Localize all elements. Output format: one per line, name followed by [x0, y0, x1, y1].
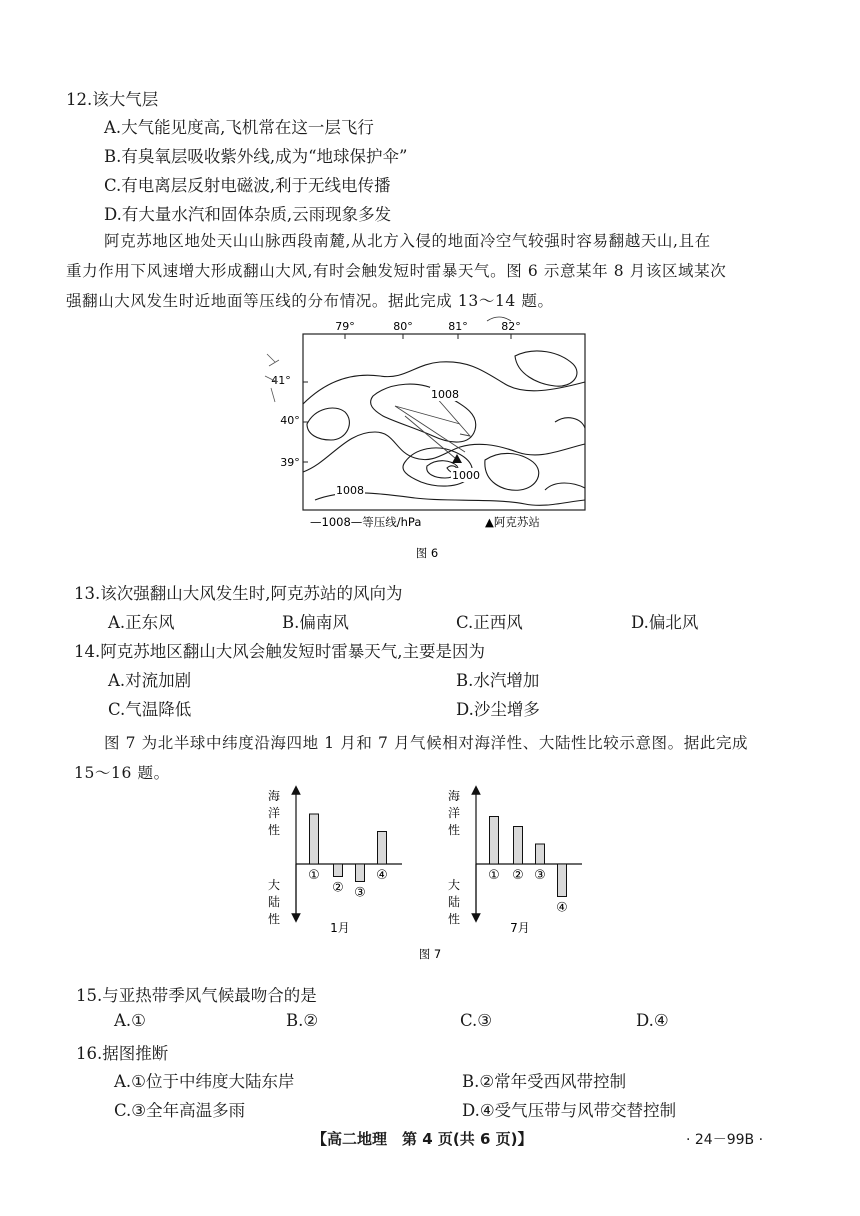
q16-stem: 16.据图推断 [76, 1044, 169, 1063]
figure-6-caption: 图 6 [415, 546, 439, 560]
isobar-label-1000: 1000 [452, 469, 480, 482]
q13-option-b: B.偏南风 [282, 613, 349, 632]
q13-option-a: A.正东风 [108, 613, 175, 632]
jan-axis-bottom-1: 大 [267, 878, 281, 892]
passage2-line2: 15～16 题。 [74, 764, 170, 782]
q12-stem: 12.该大气层 [66, 90, 159, 109]
passage1-line2: 重力作用下风速增大形成翻山大风,有时会触发短时雷暴天气。图 6 示意某年 8 月该区域某次 [66, 262, 727, 280]
q16-option-c: C.③全年高温多雨 [114, 1101, 246, 1120]
jan-axis-bottom-2: 陆 [267, 895, 281, 909]
jul-month-label: 7月 [510, 921, 530, 935]
jul-axis-bottom-3: 性 [447, 912, 461, 926]
jul-bars [488, 817, 568, 916]
q13-stem: 13.该次强翻山大风发生时,阿克苏站的风向为 [74, 584, 403, 603]
jul-bar-3 [536, 844, 545, 864]
jan-bar-3 [356, 864, 365, 882]
figure-7-caption: 图 7 [418, 947, 442, 961]
passage-13-14 [66, 226, 786, 316]
passage-15-16 [74, 728, 786, 788]
jul-site-label-4: ④ [556, 900, 568, 916]
passage1-line3: 强翻山大风发生时近地面等压线的分布情况。据此完成 13～14 题。 [66, 292, 554, 310]
isobar-label-1008-south: 1008 [336, 484, 364, 497]
jan-site-label-2: ② [332, 880, 344, 896]
q14-option-c: C.气温降低 [108, 700, 192, 719]
jul-axis-bottom-1: 大 [447, 878, 461, 892]
jul-bar-4 [558, 864, 567, 897]
q14-option-a: A.对流加剧 [108, 671, 192, 690]
q16-option-b: B.②常年受西风带控制 [462, 1072, 627, 1091]
figure-7-climate-comparison [262, 784, 602, 966]
lon-label-80: 80° [393, 320, 413, 333]
lon-label-82: 82° [501, 320, 521, 333]
legend-isobar: —1008—等压线/hPa [310, 515, 422, 529]
jan-bar-4 [378, 832, 387, 865]
figure-6-isobar-map [255, 312, 605, 572]
legend-aksu-station: ▲阿克苏站 [485, 515, 540, 529]
jan-axis-top-3: 性 [267, 823, 281, 837]
jan-bar-1 [310, 814, 319, 864]
jan-month-label: 1月 [330, 921, 350, 935]
q12-option-d: D.有大量水汽和固体杂质,云雨现象多发 [104, 205, 392, 224]
jan-site-label-1: ① [308, 868, 320, 883]
passage1-line1: 阿克苏地区地处天山山脉西段南麓,从北方入侵的地面冷空气较强时容易翻越天山,且在 [104, 232, 711, 250]
jul-axis-top-2: 洋 [447, 806, 461, 820]
q12-option-a: A.大气能见度高,飞机常在这一层飞行 [104, 118, 374, 137]
jul-axis-top-1: 海 [447, 789, 461, 803]
q13-option-d: D.偏北风 [631, 613, 699, 632]
isobar-label-1008-north: 1008 [431, 388, 459, 401]
chart-july [448, 789, 582, 935]
jul-axis-top-3: 性 [447, 823, 461, 837]
jan-site-label-3: ③ [354, 885, 366, 901]
jul-axis-bottom-2: 陆 [447, 895, 461, 909]
q13-option-c: C.正西风 [456, 613, 523, 632]
jan-axis-top-2: 洋 [267, 806, 281, 820]
jul-site-label-1: ① [488, 868, 500, 883]
q12-option-c: C.有电离层反射电磁波,利于无线电传播 [104, 176, 391, 195]
jan-bar-2 [334, 864, 343, 877]
q14-option-d: D.沙尘增多 [456, 700, 540, 719]
jul-site-label-3: ③ [534, 868, 546, 883]
jul-site-label-2: ② [512, 868, 524, 883]
lat-label-39: 39° [280, 456, 300, 469]
q15-option-b: B.② [286, 1011, 319, 1030]
lon-label-79: 79° [335, 320, 355, 333]
page-footer-code: · 24－99B · [686, 1132, 764, 1148]
q15-option-d: D.④ [636, 1011, 669, 1030]
q16-option-d: D.④受气压带与风带交替控制 [462, 1101, 677, 1120]
q14-option-b: B.水汽增加 [456, 671, 540, 690]
lat-label-40: 40° [280, 414, 300, 427]
jul-bar-1 [490, 817, 499, 865]
jan-axis-bottom-3: 性 [267, 912, 281, 926]
passage2-line1: 图 7 为北半球中纬度沿海四地 1 月和 7 月气候相对海洋性、大陆性比较示意图。据此完成 [104, 734, 749, 752]
jul-bar-2 [514, 827, 523, 865]
q15-option-a: A.① [114, 1011, 146, 1030]
q15-option-c: C.③ [460, 1011, 493, 1030]
chart-january [268, 789, 402, 935]
q16-option-a: A.①位于中纬度大陆东岸 [114, 1072, 295, 1091]
q12-option-b: B.有臭氧层吸收紫外线,成为“地球保护伞” [104, 147, 408, 166]
page-footer-title: 【高二地理 第 4 页(共 6 页)】 [312, 1130, 533, 1148]
jan-bars [308, 814, 388, 901]
q15-stem: 15.与亚热带季风气候最吻合的是 [76, 986, 317, 1005]
lat-label-41: 41° [271, 374, 291, 387]
q14-stem: 14.阿克苏地区翻山大风会触发短时雷暴天气,主要是因为 [74, 642, 485, 661]
jan-axis-top-1: 海 [267, 789, 281, 803]
lon-label-81: 81° [448, 320, 468, 333]
jan-site-label-4: ④ [376, 868, 388, 883]
